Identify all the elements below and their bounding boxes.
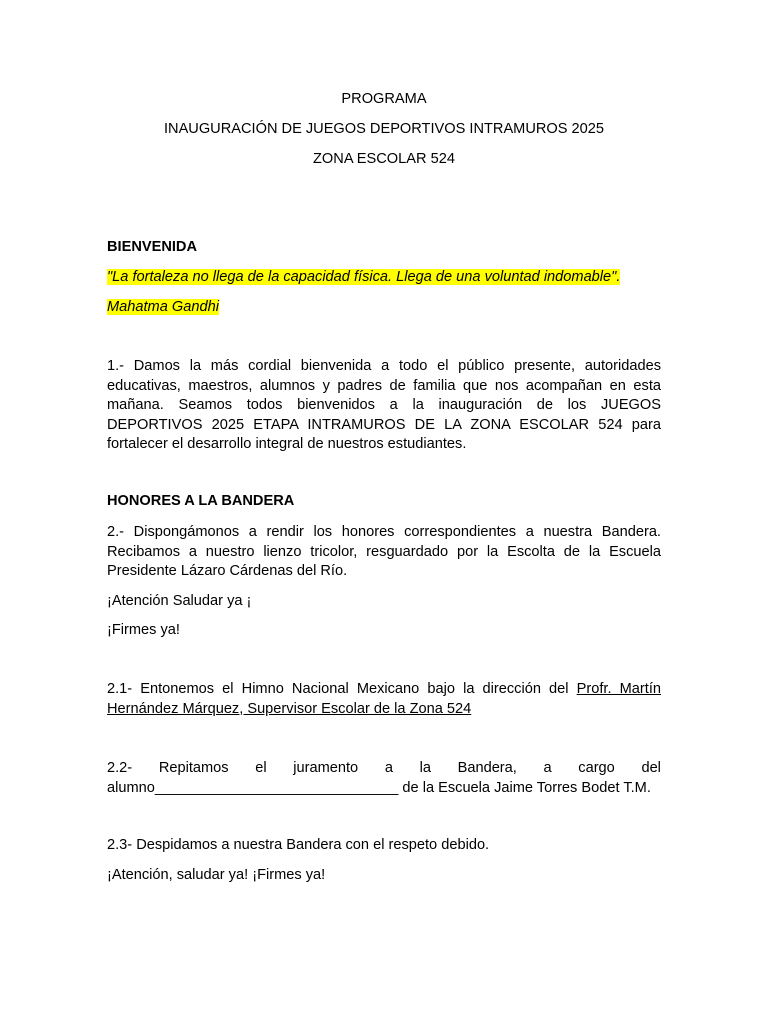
flag-paragraph: 2.- Dispongámonos a rendir los honores correspondientes a nuestra Bandera. Recibamos a nuestro lienzo tricolor, resguardado por la Escolta de la Escuela Presidente Lázaro Cárdenas del Río. bbox=[107, 524, 661, 579]
oath-word: Bandera, bbox=[457, 760, 517, 776]
command-final: ¡Atención, saludar ya! ¡Firmes ya! bbox=[107, 867, 326, 883]
oath-word: 2.2- bbox=[107, 760, 133, 776]
program-title: PROGRAMA bbox=[341, 91, 427, 107]
oath-word: a bbox=[384, 760, 393, 776]
oath-word: del bbox=[641, 760, 661, 776]
quote-line bbox=[107, 268, 661, 288]
oath-word: la bbox=[419, 760, 431, 776]
anthem-paragraph bbox=[107, 680, 661, 719]
oath-word: juramento bbox=[293, 760, 359, 776]
honores-heading: HONORES A LA BANDERA bbox=[107, 493, 295, 509]
oath-word: a bbox=[543, 760, 552, 776]
zone-title: ZONA ESCOLAR 524 bbox=[313, 151, 455, 167]
oath-paragraph bbox=[107, 759, 661, 798]
oath-line-1 bbox=[107, 759, 661, 779]
quote-author-line bbox=[107, 298, 661, 318]
anthem-text: 2.1- Entonemos el Himno Nacional Mexicano bajo la dirección del bbox=[107, 681, 577, 697]
quote-text: "La fortaleza no llega de la capacidad física. Llega de una voluntad indomable". bbox=[107, 269, 621, 285]
anthem-director: Profr. Martín Hernández Márquez, Supervisor Escolar de la Zona 524 bbox=[107, 681, 661, 717]
welcome-paragraph: 1.- Damos la más cordial bienvenida a todo el público presente, autoridades educativas, maestros, alumnos y padres de familia que nos acompañan en esta mañana. Seamos todos bienvenidos a la inauguración de los JUEGOS DEPORTIVOS 2025 ETAPA INTRAMUROS DE LA ZONA ESCOLAR 524 para fortalecer el desarrollo integral de nuestros estudiantes. bbox=[107, 358, 661, 452]
oath-line-2: alumno______________________________ de la Escuela Jaime Torres Bodet T.M. bbox=[107, 779, 651, 796]
command-attention: ¡Atención Saludar ya ¡ bbox=[107, 593, 252, 609]
bienvenida-heading: BIENVENIDA bbox=[107, 239, 198, 255]
oath-word: Repitamos bbox=[158, 760, 229, 776]
oath-word: cargo bbox=[578, 760, 615, 776]
farewell-paragraph: 2.3- Despidamos a nuestra Bandera con el respeto debido. bbox=[107, 837, 490, 853]
event-title: INAUGURACIÓN DE JUEGOS DEPORTIVOS INTRAMUROS 2025 bbox=[163, 121, 605, 137]
quote-author: Mahatma Gandhi bbox=[107, 299, 219, 315]
command-firmes: ¡Firmes ya! bbox=[107, 622, 180, 638]
oath-word: el bbox=[255, 760, 267, 776]
